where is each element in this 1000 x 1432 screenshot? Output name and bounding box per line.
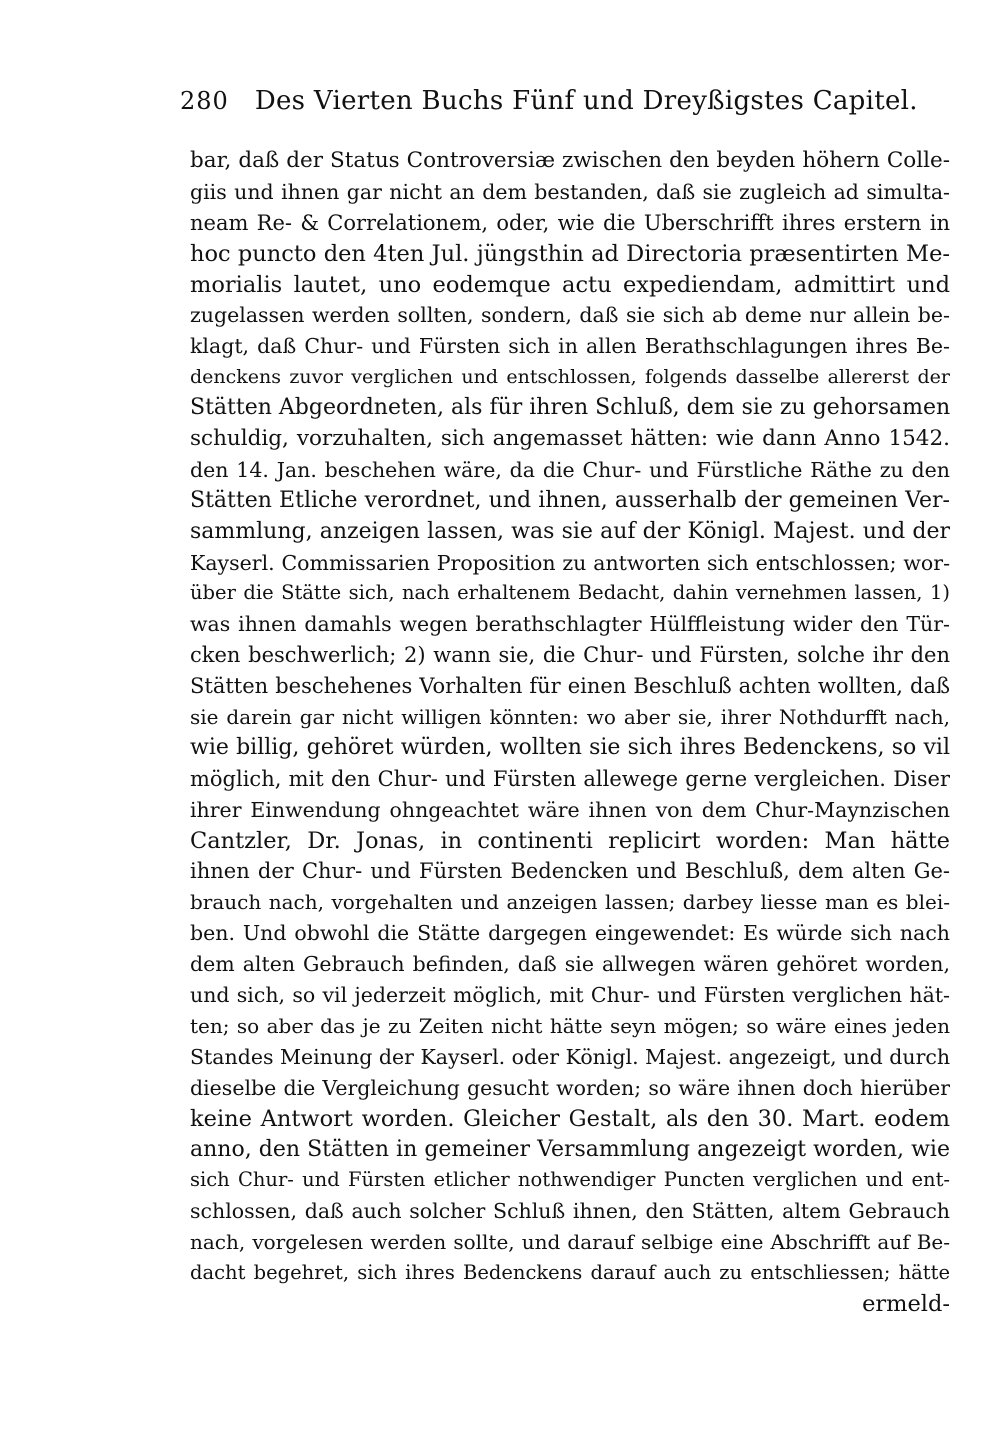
text-line: denckens zuvor verglichen und entschlossen, folgends dasselbe allererst der	[190, 366, 950, 389]
text-line: nach, vorgelesen werden sollte, und darauf selbige eine Abschrifft auf Be-	[190, 1230, 950, 1255]
text-line: sich Chur- und Fürsten etlicher nothwendiger Puncten verglichen und ent-	[190, 1168, 950, 1192]
text-line: sammlung, anzeigen lassen, was sie auf der Königl. Majest. und der	[190, 518, 950, 544]
text-line: morialis lautet, uno eodemque actu expediendam, admittirt und	[190, 271, 950, 298]
text-line: und sich, so vil jederzeit möglich, mit Chur- und Fürsten verglichen hät-	[190, 983, 950, 1008]
running-title: Des Vierten Buchs Fünf und Dreyßigstes Capitel.	[254, 86, 918, 116]
text-line: dem alten Gebrauch befinden, daß sie allwegen wären gehöret worden,	[190, 952, 950, 977]
text-line: Stätten Etliche verordnet, und ihnen, ausserhalb der gemeinen Ver-	[190, 487, 950, 513]
text-line: ten; so aber das je zu Zeiten nicht hätte seyn mögen; so wäre eines jeden	[190, 1013, 950, 1038]
text-line: zugelassen werden sollten, sondern, daß sie sich ab deme nur allein be-	[190, 303, 950, 328]
text-line: cken beschwerlich; 2) wann sie, die Chur- und Fürsten, solche ihr den	[190, 643, 950, 668]
catchword: ermeld-	[862, 1290, 950, 1317]
text-line: bar, daß der Status Controversiæ zwischen den beyden höhern Colle-	[190, 148, 950, 173]
text-line: anno, den Stätten in gemeiner Versammlung angezeigt worden, wie	[190, 1136, 950, 1162]
text-line: dacht begehret, sich ihres Bedenckens darauf auch zu entschliessen; hätte	[190, 1261, 950, 1285]
text-line: hoc puncto den 4ten Jul. jüngsthin ad Directoria præsentirten Me-	[190, 240, 950, 267]
page-number: 280	[180, 87, 229, 115]
body-text	[190, 146, 950, 1320]
text-line: schlossen, daß auch solcher Schluß ihnen, den Stätten, altem Gebrauch	[190, 1199, 950, 1224]
text-line: giis und ihnen gar nicht an dem bestanden, daß sie zugleich ad simulta-	[190, 179, 950, 204]
text-line: ihrer Einwendung ohngeachtet wäre ihnen von dem Chur-Maynzischen	[190, 797, 950, 822]
text-line: wie billig, gehöret würden, wollten sie sich ihres Bedenckens, so vil	[190, 734, 950, 760]
text-line: Kayserl. Commissarien Proposition zu antworten sich entschlossen; wor-	[190, 550, 950, 575]
text-line: Stätten beschehenes Vorhalten für einen Beschluß achten wollten, daß	[190, 674, 950, 699]
text-line: keine Antwort worden. Gleicher Gestalt, als den 30. Mart. eodem	[190, 1105, 950, 1132]
text-line: klagt, daß Chur- und Fürsten sich in allen Berathschlagungen ihres Be-	[190, 334, 950, 359]
text-line: möglich, mit den Chur- und Fürsten allewege gerne vergleichen. Diser	[190, 766, 950, 791]
text-line: ben. Und obwohl die Stätte dargegen eingewendet: Es würde sich nach	[190, 921, 950, 946]
text-line: ihnen der Chur- und Fürsten Bedencken und Beschluß, dem alten Ge-	[190, 859, 950, 884]
text-line: schuldig, vorzuhalten, sich angemasset hätten: wie dann Anno 1542.	[190, 426, 950, 452]
page-header	[180, 86, 918, 126]
text-line: was ihnen damahls wegen berathschlagter Hülffleistung wider den Tür-	[190, 612, 950, 637]
text-line: dieselbe die Vergleichung gesucht worden; so wäre ihnen doch hierüber	[190, 1075, 950, 1100]
text-line: Standes Meinung der Kayserl. oder Königl. Majest. angezeigt, und durch	[190, 1044, 950, 1069]
text-line: neam Re- & Correlationem, oder, wie die Uberschrifft ihres erstern in	[190, 210, 950, 235]
text-line: brauch nach, vorgehalten und anzeigen lassen; darbey liesse man es blei-	[190, 890, 950, 915]
text-line: Stätten Abgeordneten, als für ihren Schluß, dem sie zu gehorsamen	[190, 395, 950, 421]
text-line: über die Stätte sich, nach erhaltenem Bedacht, dahin vernehmen lassen, 1)	[190, 581, 950, 605]
text-line: Cantzler, Dr. Jonas, in continenti replicirt worden: Man hätte	[190, 827, 950, 854]
text-line: den 14. Jan. beschehen wäre, da die Chur- und Fürstliche Räthe zu den	[190, 457, 950, 482]
text-line: sie darein gar nicht willigen könnten: wo aber sie, ihrer Nothdurfft nach,	[190, 705, 950, 730]
